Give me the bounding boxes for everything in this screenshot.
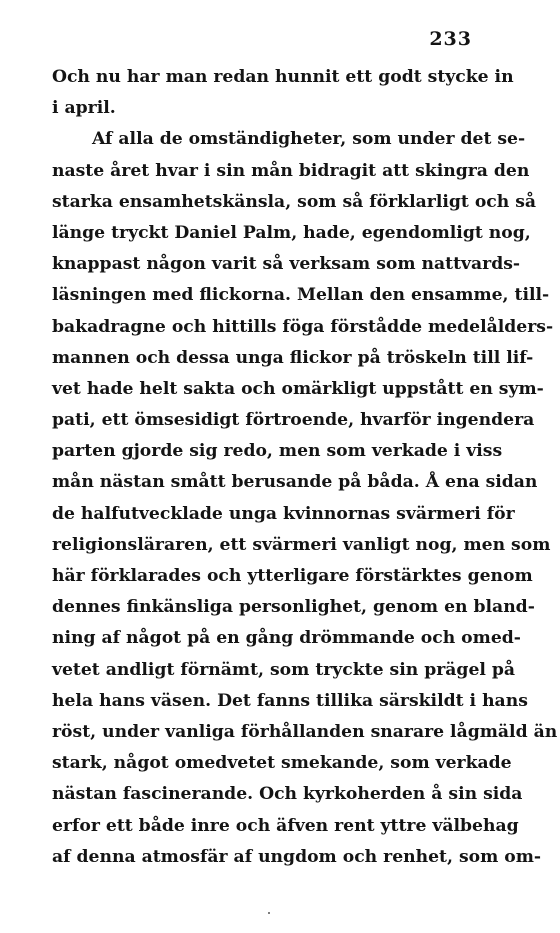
text-line: parten gjorde sig redo, men som verkade i viss [52,441,503,462]
text-line: läsningen med flickorna. Mellan den ensamme, till- [52,285,550,306]
text-line: pati, ett ömsesidigt förtroende, hvarför ingendera [52,410,535,431]
body-text [52,62,558,873]
text-line: här förklarades och ytterligare förstärktes genom [52,566,533,586]
text-line: vet hade helt sakta och omärkligt uppstått en sym- [52,378,544,399]
text-line: länge tryckt Daniel Palm, hade, egendomligt nog, [52,222,531,243]
text-line: religionsläraren, ett svärmeri vanligt nog, men som [52,534,551,555]
text-line: de halfutvecklade unga kvinnornas svärmeri för [52,503,515,524]
text-line: af denna atmosfär af ungdom och renhet, som om- [52,846,542,867]
page-number: 233 [429,28,472,50]
text-line: starka ensamhetskänsla, som så förklarligt och så [52,191,537,212]
text-line: nästan fascinerande. Och kyrkoherden å sin sida [52,784,523,805]
text-line: hela hans väsen. Det fanns tillika särskildt i hans [52,690,528,711]
text-line: ning af något på en gång drömmande och omed- [52,628,521,649]
text-line: röst, under vanliga förhållanden snarare lågmäld än [52,721,558,742]
text-line: mannen och dessa unga flickor på tröskeln till lif- [52,347,534,368]
text-line: vetet andligt förnämt, som tryckte sin prägel på [52,659,516,680]
text-line: dennes finkänsliga personlighet, genom en bland- [52,597,535,618]
text-line: naste året hvar i sin mån bidragit att skingra den [52,160,530,181]
text-line: erfor ett både inre och äfven rent yttre välbehag [52,815,519,836]
text-line: mån nästan smått berusande på båda. Å ena sidan [52,472,538,493]
text-line: Af alla de omständigheter, som under det se- [92,129,526,150]
print-speck [268,912,270,914]
text-line: bakadragne och hittills föga förstådde medelålders- [52,316,554,337]
text-line: i april. [52,98,116,119]
text-line: Och nu har man redan hunnit ett godt stycke in [52,67,514,87]
text-line: knappast någon varit så verksam som nattvards- [52,254,521,275]
text-line: stark, något omedvetet smekande, som verkade [52,753,512,774]
